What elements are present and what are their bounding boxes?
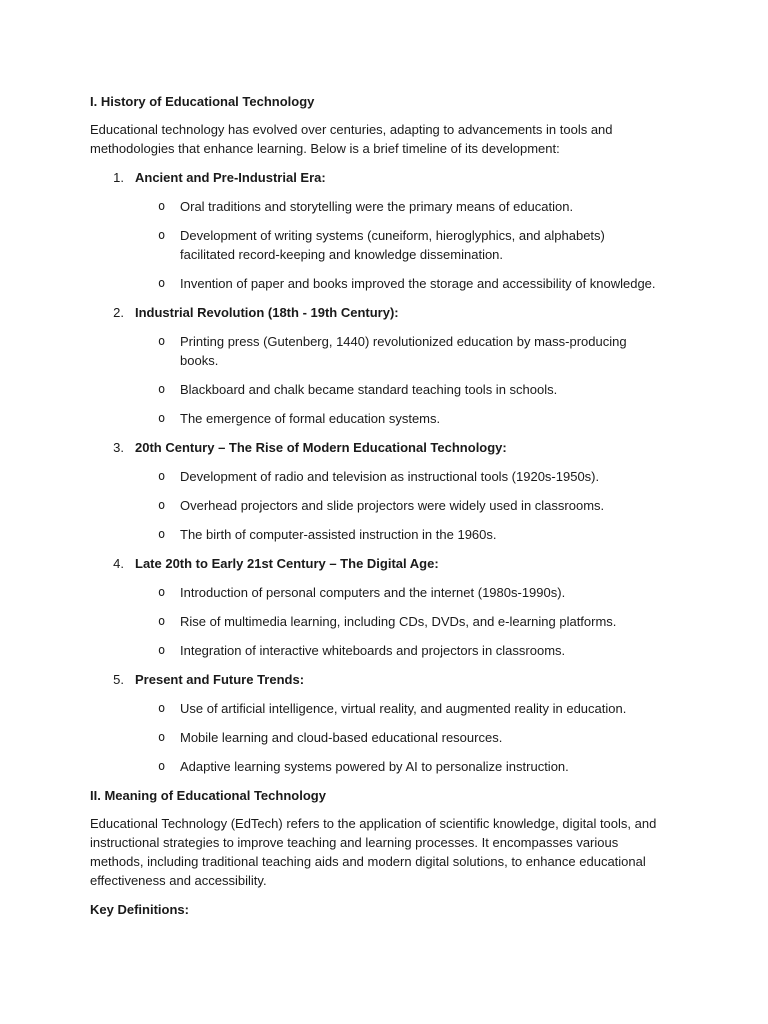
list-item: o Adaptive learning systems powered by AI to personalize instruction. (90, 757, 658, 776)
timeline-list (90, 168, 658, 776)
bullet-marker: o (158, 701, 166, 715)
bullet-marker: o (158, 527, 166, 541)
era-title: Ancient and Pre-Industrial Era: (135, 170, 326, 185)
list-item: o Overhead projectors and slide projectors were widely used in classrooms. (90, 496, 658, 515)
era-bullets (90, 699, 658, 776)
era-number: 1. (113, 170, 124, 185)
bullet-marker: o (158, 411, 166, 425)
era-number: 5. (113, 672, 124, 687)
timeline-era (90, 554, 658, 660)
era-number: 2. (113, 305, 124, 320)
bullet-marker: o (158, 469, 166, 483)
bullet-marker: o (158, 759, 166, 773)
timeline-era (90, 438, 658, 544)
era-title: Present and Future Trends: (135, 672, 305, 687)
section-1-intro: Educational technology has evolved over centuries, adapting to advancements in tools and methodologies that enhance learning. Below is a brief timeline of its development: (90, 122, 613, 156)
section-2-heading: II. Meaning of Educational Technology (90, 788, 326, 803)
list-item: o Oral traditions and storytelling were the primary means of education. (90, 197, 658, 216)
timeline-era (90, 670, 658, 776)
list-item: o Introduction of personal computers and the internet (1980s-1990s). (90, 583, 658, 602)
list-item: o The emergence of formal education systems. (90, 409, 658, 428)
section-2-body: Educational Technology (EdTech) refers to the application of scientific knowledge, digital tools, and instructional strategies to improve teaching and learning processes. It encompasses various methods, including traditional teaching aids and modern digital solutions, to enhance educational effectiveness and accessibility. (90, 816, 657, 888)
key-definitions-heading: Key Definitions: (90, 902, 189, 917)
bullet-marker: o (158, 199, 166, 213)
bullet-marker: o (158, 643, 166, 657)
era-bullets (90, 332, 658, 428)
era-title: Late 20th to Early 21st Century – The Digital Age: (135, 556, 439, 571)
list-item: o Development of radio and television as instructional tools (1920s-1950s). (90, 467, 658, 486)
era-bullets (90, 467, 658, 544)
era-title: Industrial Revolution (18th - 19th Century): (135, 305, 399, 320)
list-item: o Rise of multimedia learning, including CDs, DVDs, and e-learning platforms. (90, 612, 658, 631)
bullet-marker: o (158, 382, 166, 396)
list-item: o Integration of interactive whiteboards and projectors in classrooms. (90, 641, 658, 660)
bullet-marker: o (158, 334, 166, 348)
era-bullets (90, 197, 658, 293)
section-1-heading: I. History of Educational Technology (90, 94, 315, 109)
timeline-era (90, 168, 658, 293)
list-item: o Use of artificial intelligence, virtual reality, and augmented reality in education. (90, 699, 658, 718)
timeline-era (90, 303, 658, 428)
bullet-marker: o (158, 730, 166, 744)
bullet-marker: o (158, 276, 166, 290)
era-bullets (90, 583, 658, 660)
list-item: o Printing press (Gutenberg, 1440) revolutionized education by mass-producing books. (90, 332, 658, 370)
list-item: o Mobile learning and cloud-based educational resources. (90, 728, 658, 747)
bullet-marker: o (158, 614, 166, 628)
list-item: o Development of writing systems (cuneiform, hieroglyphics, and alphabets) facilitated record-keeping and knowledge dissemination. (90, 226, 658, 264)
era-number: 3. (113, 440, 124, 455)
era-title: 20th Century – The Rise of Modern Educational Technology: (135, 440, 507, 455)
bullet-marker: o (158, 228, 166, 242)
list-item: o The birth of computer-assisted instruction in the 1960s. (90, 525, 658, 544)
list-item: o Invention of paper and books improved the storage and accessibility of knowledge. (90, 274, 658, 293)
era-number: 4. (113, 556, 124, 571)
bullet-marker: o (158, 585, 166, 599)
bullet-marker: o (158, 498, 166, 512)
list-item: o Blackboard and chalk became standard teaching tools in schools. (90, 380, 658, 399)
